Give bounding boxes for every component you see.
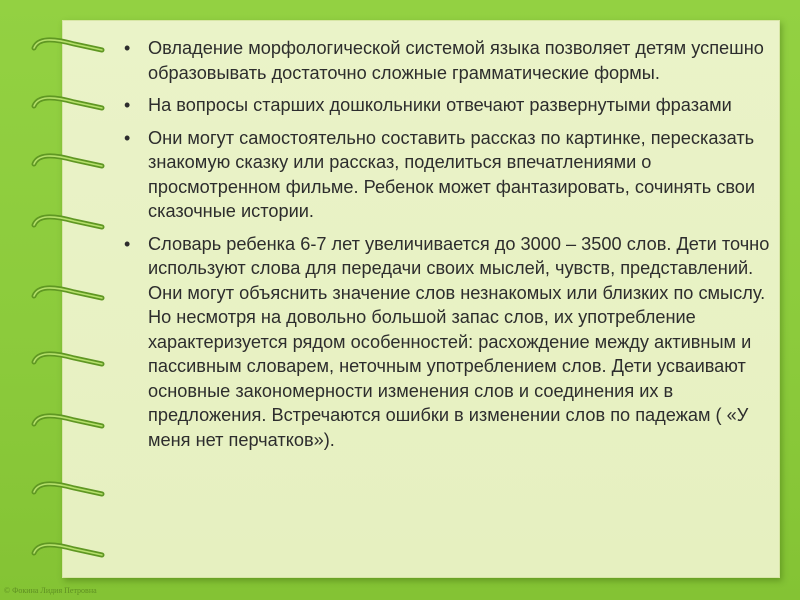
bullet-item — [118, 93, 773, 118]
spiral-binding — [0, 0, 110, 600]
bullet-text: Словарь ребенка 6-7 лет увеличивается до 3000 – 3500 слов. Дети точно используют слова для передачи своих мыслей, чувств, представлений. Они могут объяснить значение слов незнакомых или близких по смыслу. Но несмотря на довольно большой запас слов, их употребление характеризуется рядом особенностей: расхождение между активным и пассивным словарем, неточным употреблением слов. Дети усваивают основные закономерности изменения слов и соединения их в предложения. Встречаются ошибки в изменении слов по падежам ( «У меня нет перчатков»). — [148, 233, 770, 450]
bullet-marker: • — [124, 127, 131, 148]
bullet-marker: • — [124, 233, 131, 254]
spiral-ring-icon — [30, 478, 108, 502]
bullet-item — [118, 232, 773, 453]
bullet-text: Они могут самостоятельно составить рассказ по картинке, пересказать знакомую сказку или рассказ, поделиться впечатлениями о просмотренном фильме. Ребенок может фантазировать, сочинять свои сказочные истории. — [148, 127, 756, 221]
slide-content — [118, 36, 773, 460]
spiral-ring-icon — [30, 539, 108, 563]
bullet-marker: • — [124, 95, 131, 115]
bullet-text: Овладение морфологической системой языка позволяет детям успешно образовывать достаточно сложные грамматические формы. — [148, 38, 764, 83]
spiral-ring-icon — [30, 211, 108, 235]
spiral-ring-icon — [30, 282, 108, 306]
bullet-text: На вопросы старших дошкольники отвечают развернутыми фразами — [148, 95, 732, 115]
bullet-list — [118, 36, 773, 452]
spiral-ring-icon — [30, 348, 108, 372]
spiral-ring-icon — [30, 92, 108, 116]
bullet-item — [118, 36, 773, 85]
spiral-ring-icon — [30, 150, 108, 174]
spiral-ring-icon — [30, 410, 108, 434]
spiral-ring-icon — [30, 34, 108, 58]
bullet-item — [118, 126, 773, 224]
author-watermark: © Фокина Лидия Петровна — [4, 586, 97, 595]
bullet-marker: • — [124, 38, 131, 58]
